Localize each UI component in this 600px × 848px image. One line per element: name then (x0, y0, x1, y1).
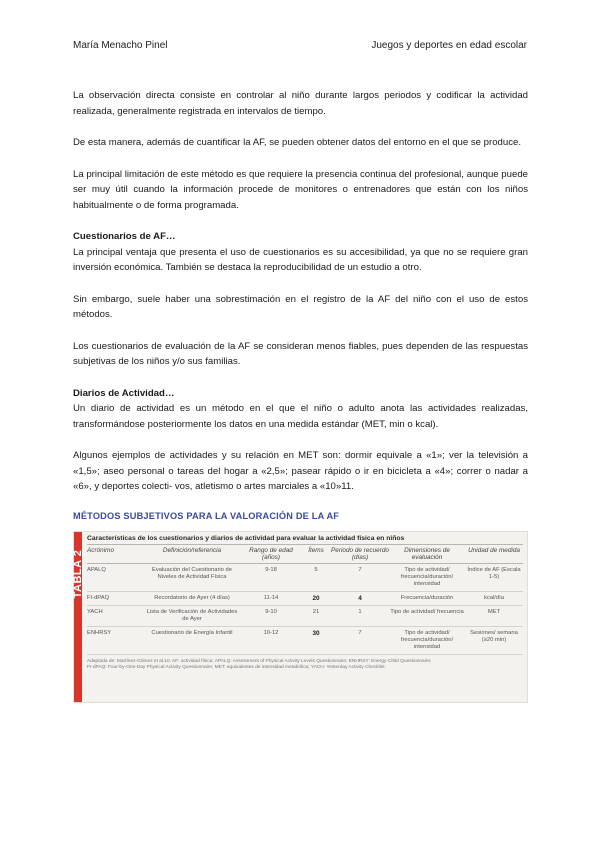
paragraph-ejemplos: Algunos ejemplos de actividades y su relación en MET son: dormir equivale a «1»; ver la televisión a «1,5»; aseo personal o tareas del hogar a «2,5»; pasear rápido o ir en bicicleta a «4»; correr o nadar a «6», y deportes colecti- vos, atletismo o artes marciales a «10»11. (73, 450, 528, 492)
table-cell: 5 (314, 566, 318, 573)
table-cell: ENHRSY (87, 629, 112, 636)
col-header: Unidad de medida (468, 546, 520, 554)
header-author: María Menacho Pinel (73, 40, 168, 51)
table-cell: Índice de AF (Escala 1-5) (467, 566, 521, 580)
section-title: MÉTODOS SUBJETIVOS PARA LA VALORACIÓN DE LA AF (73, 510, 340, 521)
table-cell: Recordatorio de Ayer (4 días) (154, 594, 230, 601)
table-row (87, 627, 523, 655)
table-figure (73, 531, 528, 703)
col-header: Acrónimo (87, 546, 114, 554)
table-cell: 9-18 (265, 566, 277, 573)
table-cell: 4 (358, 594, 362, 602)
col-header: Dimensiones de evaluación (404, 546, 450, 561)
table-cell: kcal/día (484, 594, 504, 601)
col-header: Ítems (308, 546, 324, 554)
table-cell: Tipo de actividad/ frecuencia/duración/ intensidad (400, 629, 454, 650)
table-cell: YACH (87, 608, 103, 615)
table-footnote (87, 659, 523, 672)
table-cell: 11-14 (263, 594, 279, 601)
paragraph-sobrestimacion: Sin embargo, suele haber una sobrestimación en el registro de la AF del niño con el uso de estos métodos. (73, 293, 528, 320)
page-content (73, 88, 528, 703)
table-cell: FI-dPAQ (87, 594, 110, 601)
col-header: Rango de edad (años) (249, 546, 293, 561)
table-caption: Características de los cuestionarios y diarios de actividad para evaluar la actividad física en niños (87, 534, 405, 542)
table-cell: 7 (358, 566, 362, 573)
heading-diarios: Diarios de Actividad… (73, 387, 175, 399)
table-cell: Tipo de actividad/ frecuencia (390, 608, 464, 615)
table-cell: 30 (312, 629, 320, 637)
paragraph-observacion: La observación directa consiste en controlar al niño durante largos periodos y codificar la actividad realizada, generalmente registrada en intervalos de tiempo. (73, 90, 528, 117)
table-row (87, 592, 523, 606)
paragraph-cuantificar: De esta manera, además de cuantificar la AF, se pueden obtener datos del entorno en el que se produce. (73, 137, 522, 148)
table-cell: APALQ (87, 566, 106, 573)
table-row (87, 564, 523, 592)
table-cell: 10-12 (263, 629, 279, 636)
table-side-label (74, 532, 82, 702)
table-cell: MET (487, 608, 501, 615)
table-cell: 20 (312, 594, 320, 602)
table-cell: Sesiones/ semana (≥20 min) (470, 629, 518, 643)
header-title: Juegos y deportes en edad escolar (371, 40, 527, 51)
table-cell: Tipo de actividad/ frecuencia/duración/ intensidad (400, 566, 454, 587)
table-header-row (87, 544, 523, 564)
table-cell: Cuestionario de Energía Infantil (151, 629, 233, 636)
table-row (87, 606, 523, 627)
paragraph-fiabilidad: Los cuestionarios de evaluación de la AF se consideran menos fiables, pues dependen de las respuestas subjetivas de los niños y/o sus familias. (73, 340, 528, 367)
table-cell: 1 (358, 608, 362, 615)
table-cell: 7 (358, 629, 362, 636)
table-cell: 9-10 (265, 608, 277, 615)
table-cell: Evaluación del Cuestionario de Niveles de Actividad Física (152, 566, 232, 580)
paragraph-ventaja: La principal ventaja que presenta el uso de cuestionarios es su accesibilidad, ya que no se requiere gran inversión económica. También se destaca la reproducibilidad de un estudio a otro. (73, 246, 528, 273)
col-header: Periodo de recuerdo (días) (331, 546, 389, 561)
table-body (82, 532, 527, 702)
heading-cuestionarios: Cuestionarios de AF… (73, 231, 176, 242)
paragraph-diario: Un diario de actividad es un método en el que el niño o adulto anota las actividades realizadas, transformándose posteriormente los datos en una medida estándar (MET, min o kcal). (73, 403, 528, 430)
table-footnote-line: Adaptada de: Martínez-Gómez et al.10. AF: actividad física; APALQ: Assessment of Physical Activity Levels Questionnaire; ENHRSY: Energy-Child Questionnaire; (87, 658, 432, 664)
table-cell: Lista de Verificación de Actividades de Ayer (146, 608, 238, 622)
table-cell: Frecuencia/duración (400, 594, 454, 601)
paragraph-limitacion: La principal limitación de este método es que requiere la presencia continua del profesional, aunque puede ser muy útil cuando la información procede de monitores o entrenadores que están con los niños habitualmente o de forma programada. (73, 168, 528, 211)
table-footnote-line: FI-dPAQ: Four-by-One-Day Physical Activity Questionnaire; MET: equivalentes de intensidad metabólica; YACH: Yesterday Activity Checklist. (87, 665, 386, 670)
table-cell: 21 (312, 608, 320, 615)
table-number: TABLA 2 (72, 549, 84, 598)
col-header: Definición/referencia (162, 546, 222, 554)
page-header (73, 40, 527, 54)
